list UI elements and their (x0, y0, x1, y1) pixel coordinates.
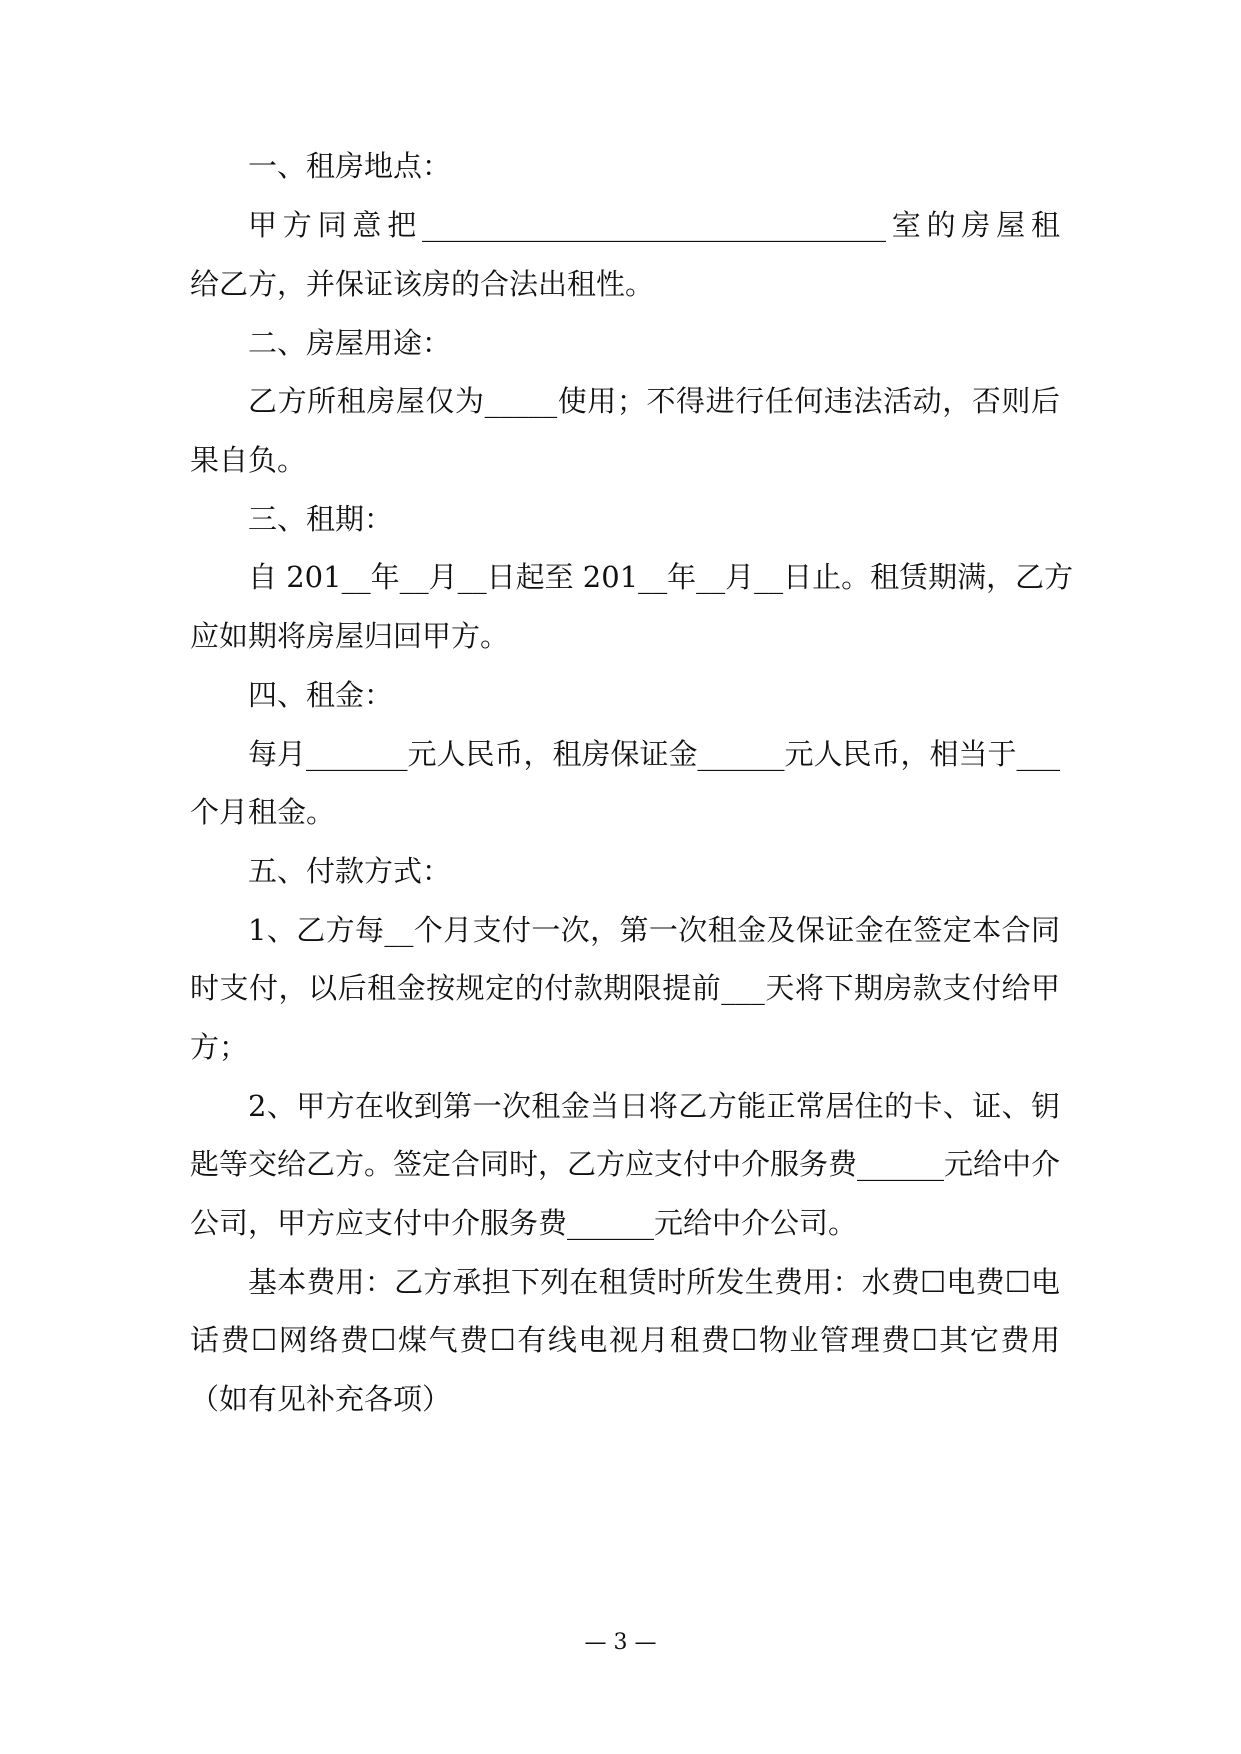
paragraph-line: 自 201__年__月__日起至 201__年__月__日止。租赁期满，乙方 (248, 560, 1074, 594)
paragraph-line: 2、甲方在收到第一次租金当日将乙方能正常居住的卡、证、钥 (248, 1089, 1060, 1123)
page-number: — 3 — (584, 1630, 657, 1655)
paragraph-line: 应如期将房屋归回甲方。 (190, 619, 510, 653)
section-heading-usage: 二、房屋用途： (248, 326, 452, 360)
paragraph-line: 基本费用：乙方承担下列在租赁时所发生费用：水费☐电费☐电 (248, 1265, 1060, 1299)
paragraph-line: 果自负。 (190, 443, 307, 477)
paragraph-line: 话费☐网络费☐煤气费☐有线电视月租费☐物业管理费☐其它费用 (190, 1323, 1060, 1357)
paragraph-line: 匙等交给乙方。签定合同时，乙方应支付中介服务费______元给中介 (190, 1147, 1061, 1181)
paragraph-line: 公司，甲方应支付中介服务费______元给中介公司。 (190, 1206, 858, 1240)
section-heading-payment: 五、付款方式： (248, 854, 452, 888)
paragraph-line: 时支付，以后租金按规定的付款期限提前___天将下期房款支付给甲 (190, 971, 1060, 1005)
paragraph-line: 个月租金。 (190, 795, 336, 829)
paragraph-line: 甲方同意把________________________________室的房屋租 (248, 208, 1060, 242)
paragraph-line: 方； (190, 1030, 249, 1064)
section-heading-rent: 四、租金： (248, 678, 394, 712)
section-heading-term: 三、租期： (248, 502, 394, 536)
paragraph-line: 给乙方，并保证该房的合法出租性。 (190, 267, 655, 301)
paragraph-line: 1、乙方每__个月支付一次，第一次租金及保证金在签定本合同 (248, 913, 1060, 947)
paragraph-line: 乙方所租房屋仅为_____使用；不得进行任何违法活动，否则后 (248, 384, 1060, 418)
section-heading-location: 一、租房地点： (248, 149, 452, 183)
paragraph-line: （如有见补充各项） (190, 1382, 452, 1416)
paragraph-line: 每月_______元人民币，租房保证金______元人民币，相当于___ (248, 737, 1061, 771)
